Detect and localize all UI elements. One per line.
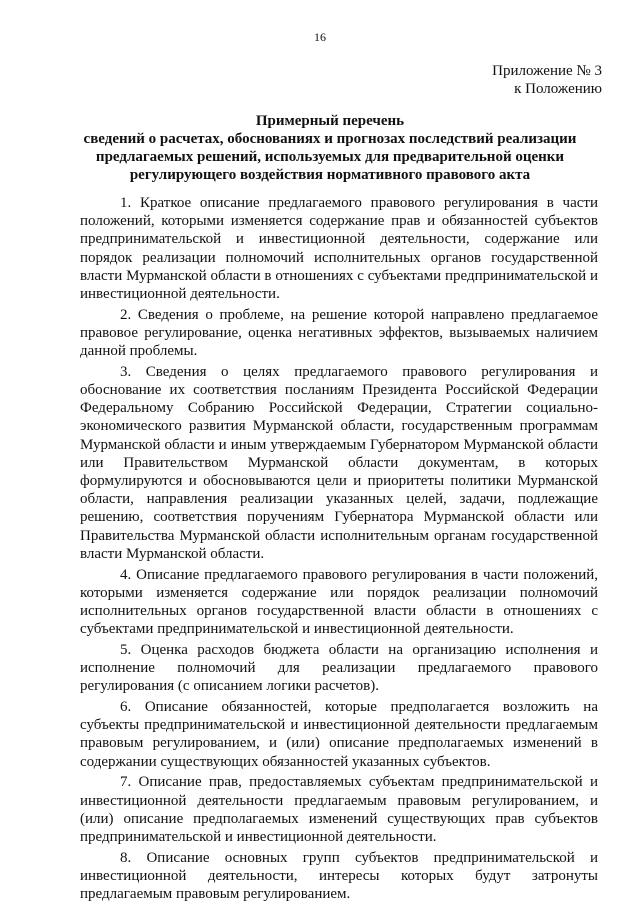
list-item-6: 6. Описание обязанностей, которые предполагается возложить на субъекты предпринимательской и инвестиционной деятельности предлагаемым правовым регулированием, и (или) описание предполагаемых изменений в содержании существующих обязанностей указанных субъектов. <box>80 698 598 770</box>
appendix-line-1: Приложение № 3 <box>492 63 602 79</box>
appendix-line-2: к Положению <box>514 81 602 97</box>
list-item-7: 7. Описание прав, предоставляемых субъектам предпринимательской и инвестиционной деятельности предлагаемым правовым регулированием, и (или) описание предполагаемых изменений существующих прав субъектов предпринимательской и инвестиционной деятельности. <box>80 774 598 845</box>
list-item-4: 4. Описание предлагаемого правового регулирования в части положений, которыми изменяется содержание или порядок реализации полномочий исполнительных органов государственной власти области в отношениях с субъектами предпринимательской и инвестиционной деятельности. <box>80 566 598 638</box>
title-line-2: сведений о расчетах, обоснованиях и прогнозах последствий реализации <box>83 131 577 147</box>
list-item-5: 5. Оценка расходов бюджета области на организацию исполнения и исполнение полномочий для реализации предлагаемого правового регулирования (с описанием логики расчетов). <box>80 641 598 695</box>
appendix-reference <box>492 62 602 98</box>
document-title <box>60 112 600 184</box>
title-line-1: Примерный перечень <box>255 113 405 129</box>
document-body <box>80 194 598 906</box>
list-item-3: 3. Сведения о целях предлагаемого правового регулирования и обоснование их соответствия посланиям Президента Российской Федерации Федеральному Собранию Российской Федерации, Стратегии социально-экономического развития Мурманской области, государственным программам Мурманской области и иным утверждаемым Губернатором Мурманской области или Правительством Мурманской области документам, в которых формулируются и обосновываются цели и приоритеты политики Мурманской области, направления реализации указанных целей, задачи, подлежащие решению, соответствия поручениям Губернатора Мурманской области или Правительства Мурманской области исполнительным органам государственной власти Мурманской области. <box>80 363 598 562</box>
list-item-1: 1. Краткое описание предлагаемого правового регулирования в части положений, которыми изменяется содержание прав и обязанностей субъектов предпринимательской и инвестиционной деятельности, содержание или порядок реализации полномочий исполнительных органов государственной власти Мурманской области в отношениях с субъектами предпринимательской и инвестиционной деятельности. <box>80 195 598 303</box>
list-item-8: 8. Описание основных групп субъектов предпринимательской и инвестиционной деятельности, интересы которых будут затронуты предлагаемым правовым регулированием. <box>80 849 598 903</box>
page-number: 16 <box>314 30 326 44</box>
title-line-3: предлагаемых решений, используемых для предварительной оценки <box>95 149 565 165</box>
list-item-2: 2. Сведения о проблеме, на решение которой направлено предлагаемое правовое регулирование, оценка негативных эффектов, вызываемых наличием данной проблемы. <box>80 306 598 360</box>
title-line-4: регулирующего воздействия нормативного правового акта <box>129 167 531 183</box>
